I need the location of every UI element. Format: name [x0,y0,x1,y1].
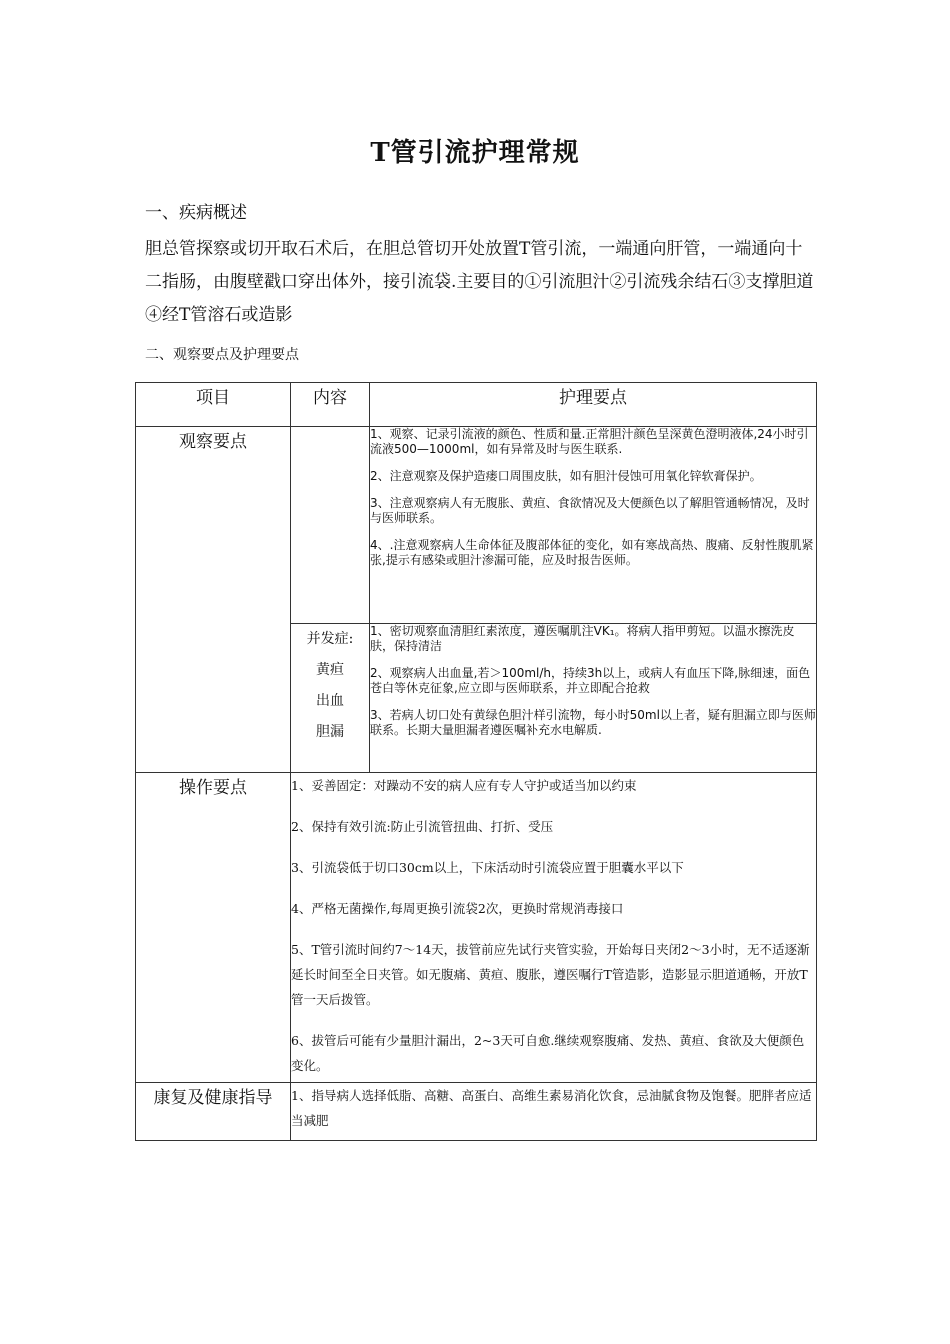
observe-item: 2、注意观察及保护造瘘口周围皮肤，如有胆汁侵蚀可用氧化锌软膏保护。 [370,469,762,483]
section-heading-care-points: 二、观察要点及护理要点 [145,347,299,363]
operation-items-cell [291,773,817,1083]
complication-items-cell [370,624,817,773]
complication-item: 3、若病人切口处有黄绿色胆汁样引流物，每小时50ml以上者，疑有胆漏立即与医师联系。长期大量胆漏者遵医嘱补充水电解质. [370,708,816,737]
observe-items-cell [370,427,817,624]
operation-item: 2、保持有效引流:防止引流管扭曲、打折、受压 [291,819,554,834]
complication-type: 胆漏 [316,724,344,740]
complication-type: 黄疸 [316,662,344,678]
table-row-observe [136,427,817,624]
category-operation: 操作要点 [136,773,291,1083]
observe-item: 1、观察、记录引流液的颜色、性质和量.正常胆汁颜色呈深黄色澄明液体,24小时引流液500—1000ml，如有异常及时与医生联系. [370,427,809,456]
complication-item: 1、密切观察血清胆红素浓度，遵医嘱肌注VK₁。将病人指甲剪短。以温水擦洗皮肤，保持清洁 [370,624,795,653]
rehab-item: 1、指导病人选择低脂、高糖、高蛋白、高维生素易消化饮食，忌油腻食物及饱餐。肥胖者应适当减肥 [291,1088,812,1128]
header-care-points: 护理要点 [370,383,817,427]
complication-label: 并发症: [306,631,354,647]
table-header-row [136,383,817,427]
content-empty-cell [291,427,370,624]
section-heading-overview: 一、疾病概述 [145,203,247,223]
nursing-care-table [135,382,817,1141]
header-item: 项目 [136,383,291,427]
complication-type: 出血 [316,693,344,709]
document-title: T管引流护理常规 [370,138,580,168]
table-row-rehab [136,1083,817,1141]
operation-item: 6、拔管后可能有少量胆汁漏出，2~3天可自愈.继续观察腹痛、发热、黄疸、食欲及大便颜色变化。 [291,1033,805,1073]
observe-item: 3、注意观察病人有无腹胀、黄疸、食欲情况及大便颜色以了解胆管通畅情况，及时与医师联系。 [370,496,810,525]
observe-item: 4、.注意观察病人生命体征及腹部体征的变化，如有寒战高热、腹痛、反射性腹肌紧张,提示有感染或胆汁渗漏可能，应及时报告医师。 [370,538,814,567]
category-observe: 观察要点 [136,427,291,773]
rehab-items-cell [291,1083,817,1141]
category-rehab: 康复及健康指导 [136,1083,291,1141]
complication-cell [291,624,370,773]
complication-item: 2、观察病人出血量,若＞100ml/h，持续3h以上，或病人有血压下降,脉细速，面色苍白等休克征象,应立即与医师联系，并立即配合抢救 [370,666,811,695]
table-row-operation [136,773,817,1083]
overview-paragraph: 胆总管探察或切开取石术后，在胆总管切开处放置T管引流，一端通向肝管，一端通向十二指肠，由腹壁戳口穿出体外，接引流袋.主要目的①引流胆汁②引流残余结石③支撑胆道④经T管溶石或造影 [145,239,814,325]
operation-item: 1、妥善固定：对躁动不安的病人应有专人守护或适当加以约束 [291,778,637,793]
header-content: 内容 [291,383,370,427]
operation-item: 5、T管引流时间约7～14天，拔管前应先试行夹管实验，开始每日夹闭2～3小时，无不适逐渐延长时间至全日夹管。如无腹痛、黄疸、腹胀，遵医嘱行T管造影，造影显示胆道通畅，开放T管一天后拨管。 [291,942,810,1007]
operation-item: 3、引流袋低于切口30cm以上，下床活动时引流袋应置于胆囊水平以下 [291,860,684,875]
operation-item: 4、严格无菌操作,每周更换引流袋2次，更换时常规消毒接口 [291,901,624,916]
